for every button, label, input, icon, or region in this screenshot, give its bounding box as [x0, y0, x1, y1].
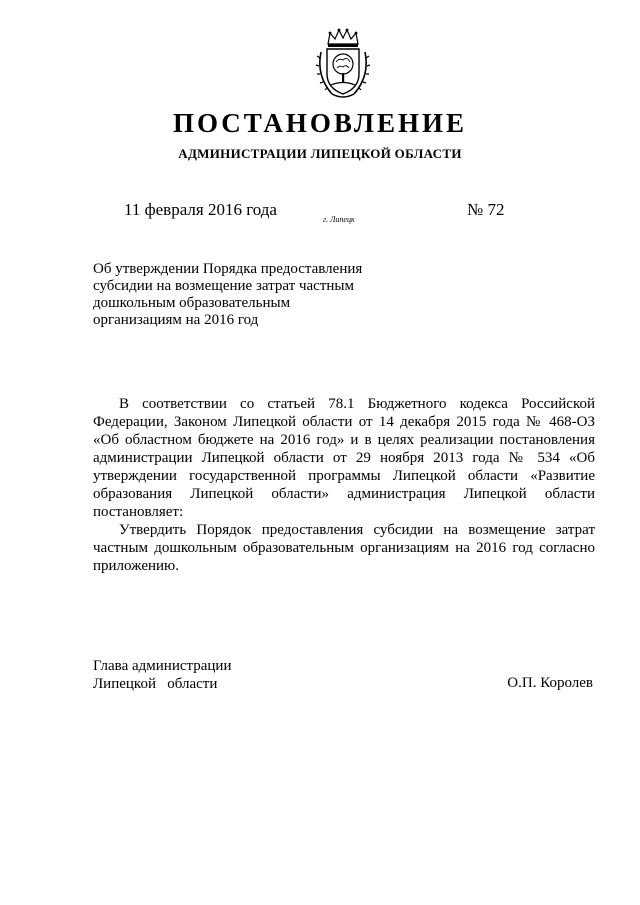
- document-subtitle: АДМИНИСТРАЦИИ ЛИПЕЦКОЙ ОБЛАСТИ: [178, 146, 462, 161]
- body-paragraph: В соответствии со статьей 78.1 Бюджетного кодекса Российской Федерации, Законом Липецкой области от 14 декабря 2015 года № 468-ОЗ «Об областном бюджете на 2016 год» и в целях реализации постановления администрации Липецкой области от 29 ноября 2013 года № 534 «Об утверждении государственной программы Липецкой области «Развитие образования Липецкой области» администрация Липецкой области постановляет:: [93, 396, 595, 520]
- body-paragraph: Утвердить Порядок предоставления субсидии на возмещение затрат частным дошкольным образовательным организациям на 2016 год согласно приложению.: [93, 522, 595, 574]
- signature-name: О.П. Королев: [507, 675, 593, 691]
- document-title: ПОСТАНОВЛЕНИЕ: [172, 108, 468, 138]
- signature-position-line: Глава администрации: [93, 658, 232, 674]
- subject-line: Об утверждении Порядка предоставления: [93, 261, 363, 277]
- coat-of-arms-icon: [314, 28, 372, 102]
- document-city: г. Липецк: [323, 215, 355, 224]
- subject-line: дошкольным образовательным: [93, 295, 291, 311]
- subject-line: субсидии на возмещение затрат частным: [93, 278, 354, 294]
- document-subject: [93, 261, 383, 329]
- subject-line: организациям на 2016 год: [93, 312, 259, 328]
- signature-position: [93, 657, 231, 693]
- document-number: № 72: [467, 200, 505, 219]
- document-date: 11 февраля 2016 года: [124, 200, 277, 219]
- signature-position-line: Липецкой области: [93, 676, 218, 692]
- document-body: [93, 395, 595, 575]
